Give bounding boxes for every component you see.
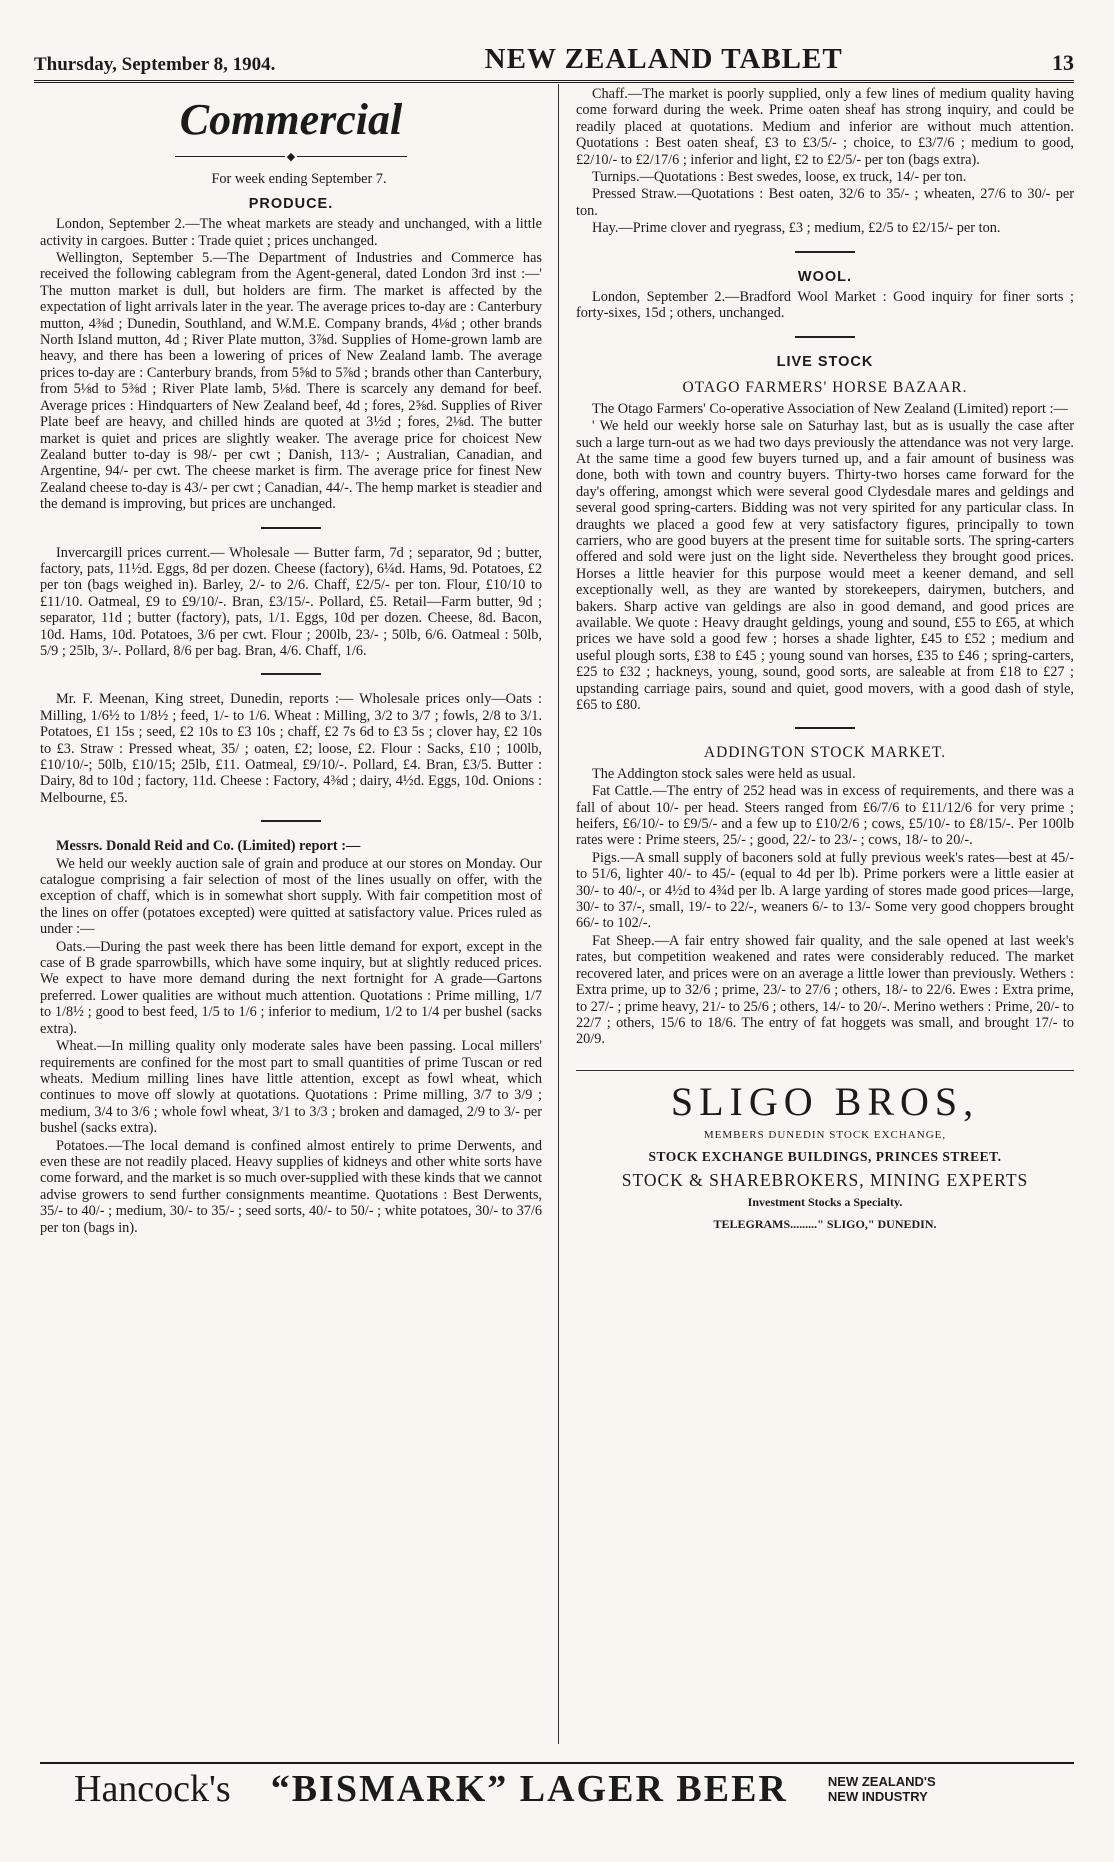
addington-heading: ADDINGTON STOCK MARKET. (703, 744, 947, 762)
ad-specialty: Investment Stocks a Specialty. (747, 1194, 903, 1209)
livestock-heading: LIVE STOCK (776, 353, 874, 370)
addington-paragraph: Fat Sheep.—A fair entry showed fair quality, and the sale opened at last week's rates, but competition weakened and rates were considerably reduced. The market recovered later, and prices were on an average a little lower than previously. Wethers : Extra prime, up to 32/6 ; prime, 23/- to 27/6 ; others, 18/- to 22/6. Ewes : Extra prime, to 27/- ; prime heavy, 21/- to 25/6 ; others, 14/- to 20/-. Merino wethers : Prime, 20/- to 22/7 ; others, 15/6 to 18/6. The entry of fat hoggets was small, and brought 17/- to 20/9. (576, 932, 1074, 1048)
reid-report-intro: Messrs. Donald Reid and Co. (Limited) report :— (56, 838, 361, 855)
reid-paragraph: Wheat.—In milling quality only moderate sales have been passing. Local millers' requirements are confined for the most part to small quantities of prime Tuscan or red wheats. Medium milling lines have little attention, except as fowl wheat, which continues to move off slowly at quotations. Quotations : Prime milling, 3/7 to 3/9 ; medium, 3/4 to 3/6 ; whole fowl wheat, 3/1 to 3/3 ; broken and damaged, 2/9 to 3/- per bushel (sacks extra). (40, 1038, 542, 1137)
reid-paragraph: Potatoes.—The local demand is confined almost entirely to prime Derwents, and even these are not readily placed. Heavy supplies of kidneys and other white sorts have come forward, and the market is so much over-supplied with these kinds that we cannot advise growers to send further consignments meantime. Quotations : Best Derwents, 35/- to 40/- ; medium, 30/- to 35/- ; seed sorts, 40/- to 50/- ; white potatoes, 30/- to 37/6 per ton (bags in). (40, 1137, 542, 1236)
section-divider (795, 727, 855, 729)
newspaper-title: NEW ZEALAND TABLET (484, 43, 843, 75)
week-line: For week ending September 7. (211, 171, 387, 188)
invercargill-report: Invercargill prices current.— Wholesale — Butter farm, 7d ; separator, 9d ; butter, factory, pats, 11½d. Eggs, 8d per dozen. Cheese (factory), 6¼d. Hams, 9d. Potatoes, £2 per ton (bags weighed in). Barley, 2/- to 2/6. Chaff, £2/5/- per ton. Flour, £10/10 to £11/10. Oatmeal, £9 to £9/10/-. Bran, £3/15/-. Pollard, £5. Retail—Farm butter, 9d ; separator, 11d ; butter (factory), pats, 1/1. Eggs, 10d per dozen. Cheese, 8d. Bacon, 10d. Hams, 10d. Potatoes, 3/6 per cwt. Flour ; 200lb, 23/- ; 50lb, 6/6. Oatmeal : 50lb, 5/9 ; 25lb, 3/-. Pollard, 8/6 per bag. Bran, 4/6. Chaff, 1/6. (40, 544, 542, 659)
left-column (40, 86, 542, 1744)
section-title: Commercial (179, 95, 403, 144)
addington-paragraph: Pigs.—A small supply of baconers sold at fully previous week's rates—best at 45/- to 51/6, lighter 40/- to 45/- (equal to 4d per lb). Prime porkers were a little easier at 30/- to 40/-, or 4½d to 4¾d per lb. A large yarding of stores made good prices—large, 30/- to 37/-, small, 19/- to 22/-, weaners 6/- to 13/- Some very good choppers brought 66/- to 102/-. (576, 849, 1074, 932)
addington-paragraph: Fat Cattle.—The entry of 252 head was in excess of requirements, and there was a fall of about 10/- per head. Steers ranged from £6/7/6 to £11/12/6 for very prime ; heifers, £6/10/- to £9/5/- and a few up to £10/2/6 ; cows, £5/10/- to £8/15/-. Per 100lb rates were : Prime steers, 25/- ; good, 22/- to 23/- ; cows, 18/- to 20/-. (576, 783, 1074, 849)
section-divider (795, 336, 855, 338)
right-column (576, 86, 1074, 1744)
reid-paragraph: Turnips.—Quotations : Best swedes, loose, ex truck, 14/- per ton. (592, 169, 967, 186)
ad-company-name: SLIGO BROS, (670, 1078, 980, 1124)
section-divider (261, 527, 321, 529)
addington-paragraph: The Addington stock sales were held as usual. (592, 765, 856, 782)
footer-product: “BISMARK” LAGER BEER (270, 1768, 788, 1810)
column-divider (558, 84, 559, 1744)
title-ornament: ◆ (40, 148, 542, 165)
ad-address: STOCK EXCHANGE BUILDINGS, PRINCES STREET. (648, 1149, 1002, 1165)
wool-heading: WOOL. (797, 268, 853, 285)
section-divider (261, 673, 321, 675)
meenan-report: Mr. F. Meenan, King street, Dunedin, reports :— Wholesale prices only—Oats : Milling, 1/6½ to 1/8½ ; feed, 1/- to 1/6. Wheat : Milling, 3/2 to 3/7 ; fowls, 2/8 to 3/1. Potatoes, £1 15s ; seed, £2 10s to £3 10s ; chaff, £2 7s 6d to £3 5s ; clover hay, £2 10s to £3. Straw : Pressed wheat, 35/ ; oaten, £2; loose, £2. Flour : Sacks, £10 ; 100lb, £10/10/-; 50lb, £10/15; 25lb, £11. Oatmeal, £9/10/-. Pollard, £4. Bran, £3/5. Butter : Dairy, 8d to 10d ; factory, 11d. Cheese : Factory, 4⅜d ; dairy, 4½d. Eggs, 10d. Onions : Melbourne, £5. (40, 691, 542, 806)
reid-paragraph: Pressed Straw.—Quotations : Best oaten, 32/6 to 35/- ; wheaten, 27/6 to 30/- per ton. (576, 186, 1074, 219)
wool-report: London, September 2.—Bradford Wool Market : Good inquiry for finer sorts ; forty-sixes, 15d ; others, unchanged. (576, 289, 1074, 322)
footer-tagline-line: NEW ZEALAND'S (827, 1774, 936, 1789)
produce-paragraph: London, September 2.—The wheat markets are steady and unchanged, with a little activity in cargoes. Butter : Trade quiet ; prices unchanged. (40, 216, 542, 249)
reid-paragraph: Oats.—During the past week there has been little demand for export, except in the case of B grade sparrowbills, which have some inquiry, but at slightly reduced prices. We expect to have more demand during the next fortnight for A grade—Gartons preferred. Lower qualities are without much attention. Quotations : Prime milling, 1/7 to 1/8½ ; good to best feed, 1/5 to 1/6 ; inferior to medium, 1/2 to 1/4 per bushel (sacks extra). (40, 938, 542, 1037)
footer-tagline-line: NEW INDUSTRY (827, 1789, 928, 1804)
ad-telegrams: TELEGRAMS........." SLIGO," DUNEDIN. (713, 1217, 937, 1232)
ad-members-line: MEMBERS DUNEDIN STOCK EXCHANGE, (703, 1128, 947, 1141)
masthead (34, 40, 1074, 83)
produce-heading: PRODUCE. (248, 195, 334, 212)
sligo-bros-advertisement (576, 1070, 1074, 1233)
reid-paragraph: Hay.—Prime clover and ryegrass, £3 ; medium, £2/5 to £2/15/- per ton. (592, 220, 1001, 237)
ad-services: STOCK & SHAREBROKERS, MINING EXPERTS (621, 1169, 1029, 1190)
otago-paragraph: ' We held our weekly horse sale on Saturhay last, but as is usually the case after such a large turn-out as we had two days previously the attendance was not very large. At the same time a good few buyers turned up, and a fair amount of business was done, both with town and country buyers. Thirty-two horses came forward for the day's offering, amongst which were several good Clydesdale mares and geldings and several good spring-carters. Bidding was not very spirited for any particular class. In draughts we placed a good few at very satisfactory figures, principally to town carriers, who are good buyers at the present time for suitable sorts. The spring-carters offered and sold were just on the light side. Nevertheless they brought good prices. Horses a little heavier for this purpose would meet a keener demand, and sell exceptionally well, as they are wanted by storekeepers, dairymen, butchers, and bakers. Sharp active van geldings are also in good demand, and good prices are available. We quote : Heavy draught geldings, young and sound, £55 to £65, at which prices we have sold a good few ; horses a shade lighter, £45 to £52 ; medium and useful plough sorts, £38 to £45 ; young sound van horses, £35 to £46 ; spring-carters, £25 to £32 ; hackneys, young, sound, good sorts, are saleable at from £18 to £27 ; upstanding carriage pairs, sound and quiet, good movers, with a good dash of style, £65 to £80. (576, 418, 1074, 713)
reid-paragraph: Chaff.—The market is poorly supplied, only a few lines of medium quality having come forward during the week. Prime oaten sheaf has strong inquiry, and could be readily placed at quotations. Medium and inferior are without much attention. Quotations : Best oaten sheaf, £3 to £3/5/- ; choice, to £3/7/6 ; medium to good, £2/10/- to £2/17/6 ; inferior and light, £2 to £2/5/- per ton (bags extra). (576, 86, 1074, 168)
otago-heading: OTAGO FARMERS' HORSE BAZAAR. (682, 379, 968, 397)
issue-date: Thursday, September 8, 1904. (34, 54, 276, 75)
section-divider (261, 820, 321, 822)
reid-paragraph: We held our weekly auction sale of grain and produce at our stores on Monday. Our catalogue comprising a fair selection of most of the lines usually on offer, with the exception of chaff, which is in somewhat short supply. With fair competition most of the lines on offer (potatoes excepted) were quitted at satisfactory value. Prices ruled as under :— (40, 855, 542, 938)
otago-paragraph: The Otago Farmers' Co-operative Association of New Zealand (Limited) report :— (592, 400, 1068, 417)
footer-brand: Hancock's (74, 1768, 231, 1810)
page-number: 13 (1051, 50, 1074, 75)
footer-advertisement (40, 1762, 1074, 1814)
footer-tagline (828, 1774, 936, 1804)
produce-paragraph: Wellington, September 5.—The Department of Industries and Commerce has received the following cablegram from the Agent-general, dated London 3rd inst :—' The mutton market is dull, but holders are firm. The market is affected by the expectation of light arrivals later in the year. The average prices to-day are : Canterbury mutton, 4⅜d ; Dunedin, Southland, and W.M.E. Company brands, 4⅛d ; other brands North Island mutton, 4d ; River Plate mutton, 3⅞d. Supplies of Home-grown lamb are heavy, and there has been a lowering of prices of New Zealand lamb. The average prices to-day are : Canterbury brands, from 5⅝d to 5⅞d ; brands other than Canterbury, from 5⅛d to 5⅜d ; River Plate lamb, 5⅛d. There is scarcely any demand for beef. Average prices : Hindquarters of New Zealand beef, 4d ; fores, 2⅝d. Supplies of River Plate beef are heavy, and chilled hinds are quoted at 3½d ; fores, 2⅛d. The butter market is quiet and prices are slightly weaker. The average price for choicest New Zealand butter to-day is 98/- per cwt ; Danish, 113/- ; Australian, Canadian, and Argentine, 94/- per cwt. The cheese market is firm. The average price for finest New Zealand cheese to-day is 43/- per cwt ; Canadian, 44/-. The hemp market is steadier and the demand is improving, but prices are unchanged. (40, 250, 542, 513)
section-divider (795, 251, 855, 253)
